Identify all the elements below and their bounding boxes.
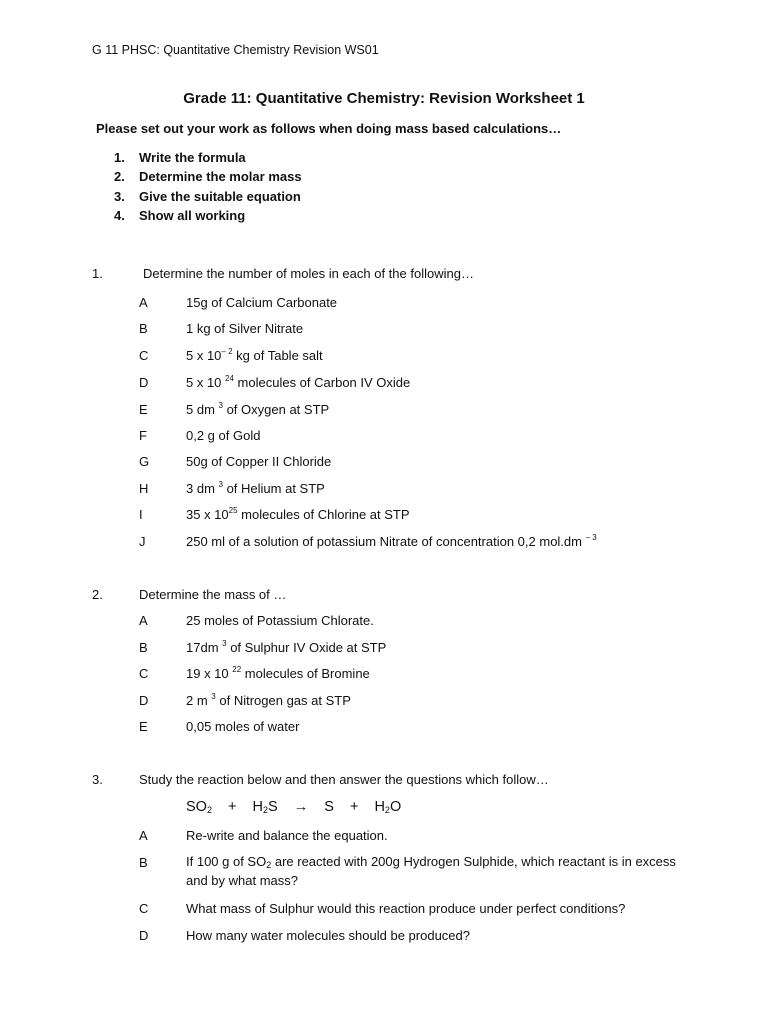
product-2 xyxy=(374,799,401,815)
item-text-pre: 2 m xyxy=(186,693,212,708)
item-letter: A xyxy=(139,613,148,628)
subscript: 2 xyxy=(266,860,272,870)
subscript: 2 xyxy=(262,805,268,815)
item-text-post: of Nitrogen gas at STP xyxy=(215,693,351,708)
formula-symbol: S xyxy=(268,799,278,815)
item-text xyxy=(186,507,410,522)
step-text: Determine the molar mass xyxy=(139,169,302,184)
item-text-pre: 5 x 10 xyxy=(186,375,226,390)
item-letter: A xyxy=(139,828,148,843)
step-number: 2. xyxy=(114,169,125,184)
formula-symbol: H xyxy=(374,799,385,815)
exponent: 3 xyxy=(218,401,223,410)
formula-symbol: O xyxy=(389,799,402,815)
question-number: 3. xyxy=(92,772,103,787)
item-text: How many water molecules should be produced? xyxy=(186,928,470,943)
item-letter: G xyxy=(139,454,150,469)
question-number: 2. xyxy=(92,587,103,602)
chemical-equation xyxy=(186,799,401,815)
running-header: G 11 PHSC: Quantitative Chemistry Revision WS01 xyxy=(92,43,379,57)
item-letter: I xyxy=(139,507,143,522)
item-letter: D xyxy=(139,375,149,390)
question-prompt: Determine the number of moles in each of the following… xyxy=(143,266,474,281)
item-text-pre: 17dm xyxy=(186,640,223,655)
step-text: Write the formula xyxy=(139,150,246,165)
item-text-post: of Sulphur IV Oxide at STP xyxy=(226,640,387,655)
item-letter: H xyxy=(139,481,149,496)
exponent: – 3 xyxy=(585,533,597,542)
item-text xyxy=(186,852,686,890)
item-text-post: are reacted with 200g Hydrogen Sulphide, which reactant is in excess and by what mass? xyxy=(186,854,676,888)
item-text-pre: 5 dm xyxy=(186,402,219,417)
subscript: 2 xyxy=(206,805,212,815)
worksheet-title: Grade 11: Quantitative Chemistry: Revision Worksheet 1 xyxy=(183,90,585,107)
item-text: 25 moles of Potassium Chlorate. xyxy=(186,613,374,628)
item-text-post: of Oxygen at STP xyxy=(222,402,330,417)
item-text: 0,05 moles of water xyxy=(186,719,300,734)
step-text: Show all working xyxy=(139,208,246,223)
item-text xyxy=(186,640,386,655)
question-prompt: Study the reaction below and then answer the questions which follow… xyxy=(139,772,549,787)
item-letter: B xyxy=(139,855,148,870)
question-number: 1. xyxy=(92,266,103,281)
product-1: S xyxy=(324,799,334,815)
item-letter: E xyxy=(139,719,148,734)
exponent: – 2 xyxy=(221,347,233,356)
item-text-pre: 250 ml of a solution of potassium Nitrate of concentration 0,2 mol.dm xyxy=(186,534,586,549)
reactant-1 xyxy=(186,799,212,815)
exponent: 25 xyxy=(228,506,238,515)
step-number: 4. xyxy=(114,208,125,223)
exponent: 3 xyxy=(222,639,227,648)
item-text xyxy=(186,402,329,417)
item-text: Re-write and balance the equation. xyxy=(186,828,388,843)
item-text-pre: 35 x 10 xyxy=(186,507,229,522)
item-letter: D xyxy=(139,693,149,708)
item-text: 0,2 g of Gold xyxy=(186,428,261,443)
item-text xyxy=(186,348,323,363)
item-text-post: molecules of Carbon IV Oxide xyxy=(233,375,411,390)
item-text-pre: If 100 g of SO xyxy=(186,854,267,869)
step-text: Give the suitable equation xyxy=(139,189,301,204)
item-text xyxy=(186,375,410,390)
item-text-pre: 5 x 10 xyxy=(186,348,222,363)
item-text: 50g of Copper II Chloride xyxy=(186,454,332,469)
item-text xyxy=(186,534,597,549)
plus-sign: + xyxy=(228,799,237,815)
subscript: 2 xyxy=(384,805,390,815)
item-text xyxy=(186,666,370,681)
item-letter: B xyxy=(139,321,148,336)
item-text-pre: 19 x 10 xyxy=(186,666,233,681)
reactant-2 xyxy=(253,799,278,815)
step-number: 3. xyxy=(114,189,125,204)
item-text-post: molecules of Bromine xyxy=(241,666,370,681)
exponent: 24 xyxy=(225,374,234,383)
item-letter: C xyxy=(139,348,149,363)
item-letter: A xyxy=(139,295,148,310)
item-letter: J xyxy=(139,534,146,549)
item-letter: E xyxy=(139,402,148,417)
item-letter: C xyxy=(139,666,149,681)
exponent: 3 xyxy=(211,692,216,701)
item-letter: C xyxy=(139,901,149,916)
step-number: 1. xyxy=(114,150,125,165)
arrow-icon: → xyxy=(293,799,309,815)
item-text-post: molecules of Chlorine at STP xyxy=(237,507,410,522)
plus-sign: + xyxy=(349,799,359,815)
exponent: 22 xyxy=(232,665,242,674)
item-text xyxy=(186,693,351,708)
item-letter: B xyxy=(139,640,148,655)
item-text xyxy=(186,481,325,496)
instructions-intro: Please set out your work as follows when doing mass based calculations… xyxy=(96,121,562,136)
item-text: What mass of Sulphur would this reaction produce under perfect conditions? xyxy=(186,901,626,916)
item-text: 15g of Calcium Carbonate xyxy=(186,295,338,310)
item-letter: F xyxy=(139,428,147,443)
item-text-post: kg of Table salt xyxy=(232,348,323,363)
question-prompt: Determine the mass of … xyxy=(139,587,287,602)
formula-symbol: H xyxy=(252,799,263,815)
item-letter: D xyxy=(139,928,149,943)
formula-symbol: SO xyxy=(186,799,207,815)
item-text-pre: 3 dm xyxy=(186,481,219,496)
item-text-post: of Helium at STP xyxy=(222,481,325,496)
item-text: 1 kg of Silver Nitrate xyxy=(186,321,304,336)
exponent: 3 xyxy=(218,480,223,489)
